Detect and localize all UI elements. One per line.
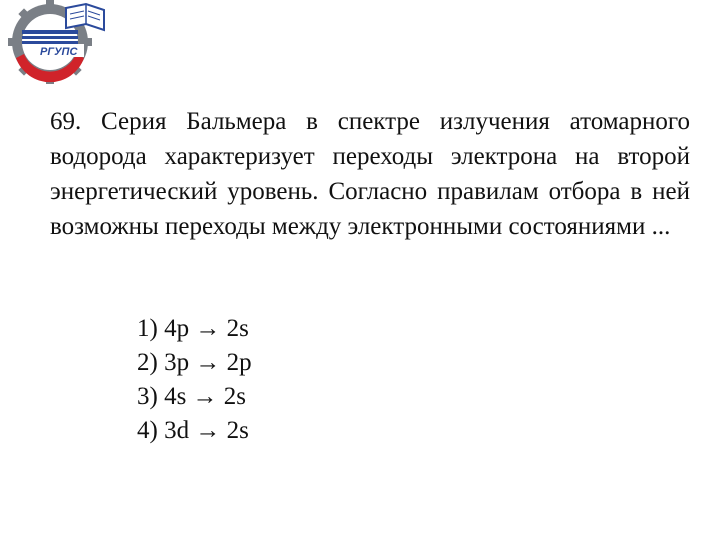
rail-stripes-icon xyxy=(22,30,78,44)
answer-option[interactable]: 1) 4p → 2s xyxy=(137,315,249,342)
answer-option[interactable]: 4) 3d → 2s xyxy=(137,417,249,444)
logo-text: РГУПС xyxy=(40,46,78,58)
answer-options xyxy=(137,312,252,448)
book-icon xyxy=(66,4,104,30)
answer-option[interactable]: 3) 4s → 2s xyxy=(137,383,247,410)
university-logo xyxy=(0,0,110,92)
question-text: 69. Серия Бальмера в спектре излучения атомарного водорода характеризует переходы электрона на второй энергетический уровень. Согласно правилам отбора в ней возможны переходы между электронными состояниями ... xyxy=(50,108,690,240)
answer-option[interactable]: 2) 3p → 2p xyxy=(137,349,252,376)
